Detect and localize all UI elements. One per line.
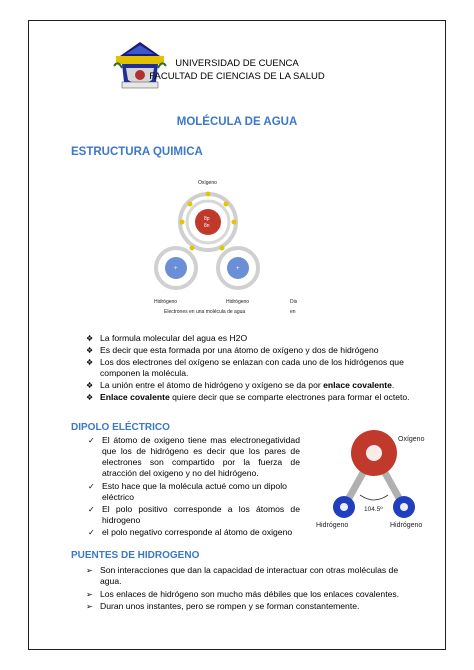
dipole-oxygen-label: Oxígeno [398, 436, 425, 443]
list-item: ❖ La formula molecular del agua es H2O [86, 333, 248, 343]
list-item: ❖ Es decir que esta formada por una átomo de oxígeno y dos de hidrógeno [86, 345, 379, 355]
svg-text:+: + [174, 266, 178, 272]
checkmark-bullet-icon: ✓ [88, 528, 95, 537]
water-electron-diagram [150, 176, 300, 316]
diamond-bullet-icon: ❖ [86, 381, 94, 390]
figure-cut-label-1: Dis [290, 299, 298, 305]
nucleus-neutrons: 8n [204, 223, 210, 229]
list-item: ❖ La unión entre el átomo de hidrógeno y oxígeno se da por enlace covalente. [86, 380, 395, 390]
list-item: ➢ Duran unos instantes, pero se rompen y se forman constantemente. [86, 601, 360, 611]
arrowhead-bullet-icon: ➢ [86, 566, 93, 575]
university-name: UNIVERSIDAD DE CUENCA [175, 58, 299, 69]
list-item: ✓ El átomo de oxigeno tiene mas electronegatividad que los de hidrógeno es decir que los pares de electrones son compartido por la fuerza de atracción del oxigeno y no del hidrógeno. [88, 435, 300, 478]
diamond-bullet-icon: ❖ [86, 358, 94, 367]
list-item: ✓ el polo negativo corresponde al átomo de oxigeno [88, 527, 293, 537]
arrowhead-bullet-icon: ➢ [86, 602, 93, 611]
list-item: ✓ El polo positivo corresponde a los átomos de hidrogeno [88, 504, 300, 525]
diamond-bullet-icon: ❖ [86, 334, 94, 343]
section-heading-estructura: ESTRUCTURA QUIMICA [71, 146, 203, 158]
page-title: MOLÉCULA DE AGUA [176, 116, 298, 128]
section-heading-puentes: PUENTES DE HIDROGENO [71, 550, 200, 561]
list-item: ➢ Los enlaces de hidrógeno son mucho más débiles que los enlaces covalentes. [86, 589, 400, 599]
checkmark-bullet-icon: ✓ [88, 482, 95, 491]
checkmark-bullet-icon: ✓ [88, 436, 95, 445]
diamond-bullet-icon: ❖ [86, 393, 94, 402]
figure-hydrogen-left-label: Hidrógeno [154, 299, 178, 305]
diamond-bullet-icon: ❖ [86, 346, 94, 355]
list-item: ✓ Esto hace que la molécula actué como un dipolo eléctrico [88, 481, 287, 502]
faculty-name: FACULTAD DE CIENCIAS DE LA SALUD [149, 71, 325, 82]
svg-text:+: + [236, 266, 240, 272]
nucleus-protons: 8p [204, 216, 210, 222]
checkmark-bullet-icon: ✓ [88, 505, 95, 514]
figure-oxygen-label: Oxígeno [198, 180, 217, 186]
list-item: ❖ Los dos electrones del oxígeno se enlazan con cada uno de los hidrógenos que componen la molécula. [86, 357, 404, 378]
list-item: ❖ Enlace covalente quiere decir que se comparte electrones para formar el octeto. [86, 392, 410, 402]
dipole-hydrogen-left-label: Hidrógeno [316, 522, 349, 529]
arrowhead-bullet-icon: ➢ [86, 590, 93, 599]
figure-caption: Electrones en una molécula de agua [164, 309, 246, 315]
figure-hydrogen-right-label: Hidrógeno [226, 299, 250, 305]
figure-cut-label-2: en [290, 309, 296, 315]
section-heading-dipolo: DIPOLO ELÉCTRICO [71, 422, 170, 433]
list-item: ➢ Son interacciones que dan la capacidad de interactuar con otras moléculas de agua. [86, 565, 399, 586]
dipole-hydrogen-right-label: Hidrógeno [390, 522, 423, 529]
bond-angle-label: 104.5º [364, 506, 383, 513]
water-dipole-diagram [310, 425, 445, 535]
